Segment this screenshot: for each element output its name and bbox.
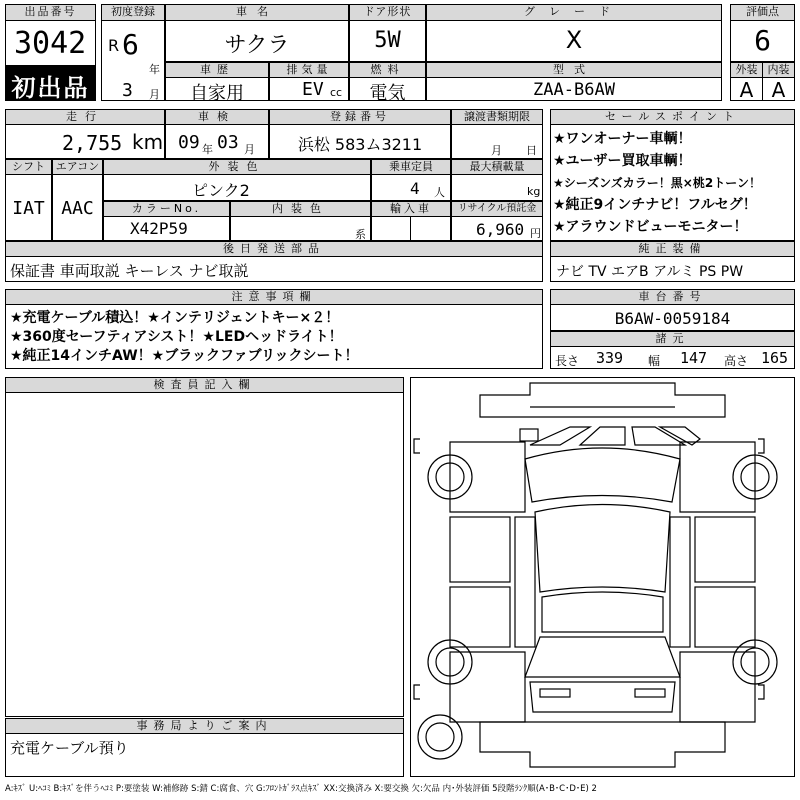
notices-header: 注意事項欄: [5, 289, 543, 305]
chassis-value: B6AW-0059184: [614, 309, 731, 328]
capacity-unit: 人: [434, 186, 445, 199]
ext-color-header: 外装色: [103, 159, 371, 175]
mileage-value: 2,755: [62, 131, 123, 155]
recycle-header: リサイクル預託金: [451, 201, 543, 217]
interior-grade-value: A: [771, 78, 786, 102]
dims-height-label: 高さ: [724, 354, 749, 368]
inspection-year-unit: 年: [202, 143, 213, 156]
notice-line-2: ★360度セーフティアシスト！★LEDヘッドライト！: [10, 329, 343, 345]
lot-number: 3042: [14, 26, 87, 61]
aircon-header: エアコン: [52, 159, 103, 175]
score-value: 6: [754, 24, 771, 57]
office-header: 事務局よりご案内: [5, 718, 404, 734]
dims-length-label: 長さ: [555, 354, 580, 368]
car-name: サクラ: [224, 33, 290, 58]
shift-header: シフト: [5, 159, 52, 175]
capacity-value: 4: [410, 179, 420, 198]
color-no-header: カラーNo.: [103, 201, 230, 217]
inspection-header: 車検: [165, 109, 269, 125]
dims-box: [550, 346, 795, 369]
reg-number-header: 登録番号: [269, 109, 451, 125]
displacement-unit: cc: [330, 86, 343, 99]
dims-width: 147: [680, 349, 708, 367]
recycle-unit: 円: [530, 227, 541, 240]
office-value: 充電ケーブル預り: [10, 739, 129, 757]
capacity-header: 乗車定員: [371, 159, 451, 175]
sales-point-1: ★ワンオーナー車輌！: [553, 131, 692, 147]
transfer-day-unit: 日: [526, 144, 537, 157]
notice-line-1: ★充電ケーブル積込！★インテリジェントキー×２！: [10, 310, 340, 326]
max-load-header: 最大積載量: [451, 159, 543, 175]
door-header: ドア形状: [349, 4, 426, 21]
sales-point-4: ★純正9インチナビ！フルセグ！: [553, 197, 757, 213]
color-no-value: X42P59: [130, 219, 188, 238]
first-reg-header: 初度登録: [101, 4, 165, 21]
mileage-unit: km: [132, 130, 164, 154]
dims-width-label: 幅: [648, 354, 661, 368]
first-listing-text: 初出品: [11, 74, 90, 102]
first-reg-month: 3: [122, 80, 133, 101]
transfer-header: 譲渡書類期限: [451, 109, 543, 125]
chassis-header: 車台番号: [550, 289, 795, 305]
legend-text: A:ｷｽﾞ U:ﾍｺﾐ B:ｷｽﾞを伴うﾍｺﾐ P:要塗装 W:補修跡 S:錆 C:腐食、穴 G:ﾌﾛﾝﾄｶﾞﾗｽ点ｷｽﾞ XX:交換済み X:要交換 欠:欠品 内･外装評価 5段階ﾗﾝｸ順(A･B･C･D･E) 2: [5, 784, 597, 794]
inspection-month: 03: [217, 132, 239, 153]
shift-value: IAT: [12, 198, 45, 219]
import-box-a: [371, 216, 411, 241]
import-box-b: [410, 216, 451, 241]
later-parts-header: 後日発送部品: [5, 241, 543, 257]
inspection-year: 09: [178, 132, 200, 153]
fuel-header: 燃料: [349, 62, 426, 78]
displacement-value: EV: [302, 79, 324, 100]
displacement-header: 排気量: [269, 62, 349, 78]
exterior-grade-header: 外装: [730, 62, 763, 78]
inspector-header: 検査員記入欄: [5, 377, 404, 393]
grade-header: グレード: [426, 4, 722, 21]
inspector-box: [5, 392, 404, 717]
notice-line-3: ★純正14インチAW！★ブラックファブリックシート！: [10, 348, 359, 364]
dims-header: 諸元: [550, 331, 795, 347]
ext-color-value: ピンク2: [192, 181, 250, 200]
import-header: 輸入車: [371, 201, 451, 217]
later-parts-value: 保証書 車両取説 キーレス ナビ取説: [10, 262, 249, 280]
model-header: 型式: [426, 62, 722, 78]
history-value: 自家用: [190, 83, 244, 104]
car-name-header: 車名: [165, 4, 349, 21]
car-diagram: [410, 377, 795, 777]
aircon-value: AAC: [61, 198, 94, 219]
exterior-grade-value: A: [739, 78, 754, 102]
sales-point-3: ★シーズンズカラー！黒×桃2トーン！: [553, 176, 761, 190]
first-reg-month-unit: 月: [149, 88, 160, 101]
recycle-value: 6,960: [476, 220, 525, 239]
sales-points-header: セールスポイント: [550, 109, 795, 125]
transfer-month-unit: 月: [491, 144, 502, 157]
fuel-value: 電気: [369, 83, 406, 104]
interior-grade-header: 内装: [762, 62, 795, 78]
int-color-box: [230, 216, 371, 241]
history-header: 車歴: [165, 62, 269, 78]
mileage-header: 走行: [5, 109, 165, 125]
first-reg-year-unit: 年: [149, 63, 160, 76]
int-color-unit: 系: [355, 228, 366, 241]
int-color-header: 内装色: [230, 201, 371, 217]
equipment-header: 純正装備: [550, 241, 795, 257]
max-load-unit: kg: [527, 185, 541, 198]
grade-value: X: [565, 26, 583, 54]
door-value: 5W: [374, 28, 401, 53]
inspection-month-unit: 月: [244, 143, 255, 156]
equipment-value: ナビ TV エアB アルミ PS PW: [556, 264, 744, 280]
sales-point-5: ★アラウンドビューモニター！: [553, 219, 748, 235]
first-reg-era: R: [108, 36, 120, 55]
model-value: ZAA-B6AW: [533, 80, 615, 100]
first-reg-year: 6: [122, 28, 139, 61]
dims-height: 165: [761, 349, 789, 367]
lot-number-header: 出品番号: [5, 4, 96, 21]
reg-number-value: 浜松 583ム3211: [297, 135, 423, 154]
sales-point-2: ★ユーザー買取車輌！: [553, 153, 692, 169]
score-header: 評価点: [730, 4, 795, 21]
dims-length: 339: [596, 349, 624, 367]
